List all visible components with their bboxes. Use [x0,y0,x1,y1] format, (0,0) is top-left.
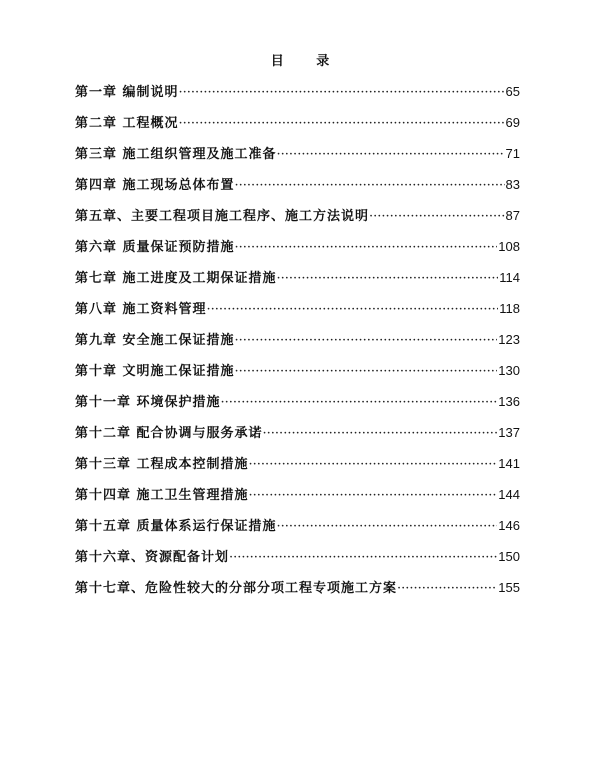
toc-entry-title: 第六章 质量保证预防措施 [75,240,235,255]
toc-leader-dots [229,548,497,568]
toc-leader-dots [235,176,505,196]
toc-entry [75,423,520,454]
toc-entry [75,392,520,423]
toc-leader-dots [249,455,498,475]
toc-entry-title: 第十七章、危险性较大的分部分项工程专项施工方案 [75,581,398,596]
toc-entry-page: 65 [505,84,520,99]
toc-entry-page: 108 [498,239,520,254]
toc-entry-page: 141 [498,456,520,471]
toc-entry-page: 87 [505,208,520,223]
toc-entry-title: 第十章 文明施工保证措施 [75,364,235,379]
toc-entry-title: 第十五章 质量体系运行保证措施 [75,519,277,534]
toc-entry-title: 第三章 施工组织管理及施工准备 [75,147,277,162]
toc-leader-dots [277,269,499,289]
toc-entry [75,175,520,206]
toc-leader-dots [235,362,498,382]
toc-entry-page: 150 [498,549,520,564]
toc-list [75,82,520,609]
toc-title: 目 录 [270,54,344,69]
toc-entry-title: 第一章 编制说明 [75,85,179,100]
toc-leader-dots [235,238,498,258]
toc-entry-page: 137 [498,425,520,440]
toc-leader-dots [235,331,498,351]
toc-entry [75,454,520,485]
toc-entry-title: 第十三章 工程成本控制措施 [75,457,249,472]
toc-entry-title: 第九章 安全施工保证措施 [75,333,235,348]
toc-entry [75,299,520,330]
toc-entry-title: 第八章 施工资料管理 [75,302,207,317]
toc-entry-title: 第七章 施工进度及工期保证措施 [75,271,277,286]
toc-entry [75,516,520,547]
toc-entry [75,330,520,361]
toc-leader-dots [179,83,505,103]
toc-entry-page: 155 [498,580,520,595]
toc-entry [75,578,520,609]
toc-entry-title: 第五章、主要工程项目施工程序、施工方法说明 [75,209,370,224]
toc-entry [75,547,520,578]
toc-entry-page: 136 [498,394,520,409]
toc-leader-dots [277,517,498,537]
toc-entry-title: 第二章 工程概况 [75,116,179,131]
toc-leader-dots [179,114,505,134]
toc-entry-title: 第十四章 施工卫生管理措施 [75,488,249,503]
toc-entry-page: 123 [498,332,520,347]
toc-leader-dots [249,486,498,506]
toc-entry-page: 118 [499,301,520,316]
toc-entry [75,268,520,299]
toc-entry-page: 144 [498,487,520,502]
toc-entry [75,206,520,237]
toc-leader-dots [397,579,497,599]
toc-entry-title: 第十二章 配合协调与服务承诺 [75,426,263,441]
toc-entry [75,485,520,516]
toc-entry [75,144,520,175]
toc-entry-title: 第十一章 环境保护措施 [75,395,221,410]
toc-leader-dots [277,145,505,165]
toc-leader-dots [221,393,498,413]
toc-entry-page: 71 [505,146,520,161]
toc-entry-page: 146 [498,518,520,533]
toc-entry-page: 69 [505,115,520,130]
toc-leader-dots [369,207,505,227]
toc-entry [75,113,520,144]
toc-entry-page: 83 [505,177,520,192]
toc-entry [75,361,520,392]
toc-entry-title: 第十六章、资源配备计划 [75,550,230,565]
toc-entry [75,82,520,113]
toc-entry [75,237,520,268]
toc-entry-page: 114 [499,270,520,285]
toc-entry-title: 第四章 施工现场总体布置 [75,178,235,193]
toc-entry-page: 130 [498,363,520,378]
toc-leader-dots [207,300,499,320]
toc-leader-dots [263,424,498,444]
